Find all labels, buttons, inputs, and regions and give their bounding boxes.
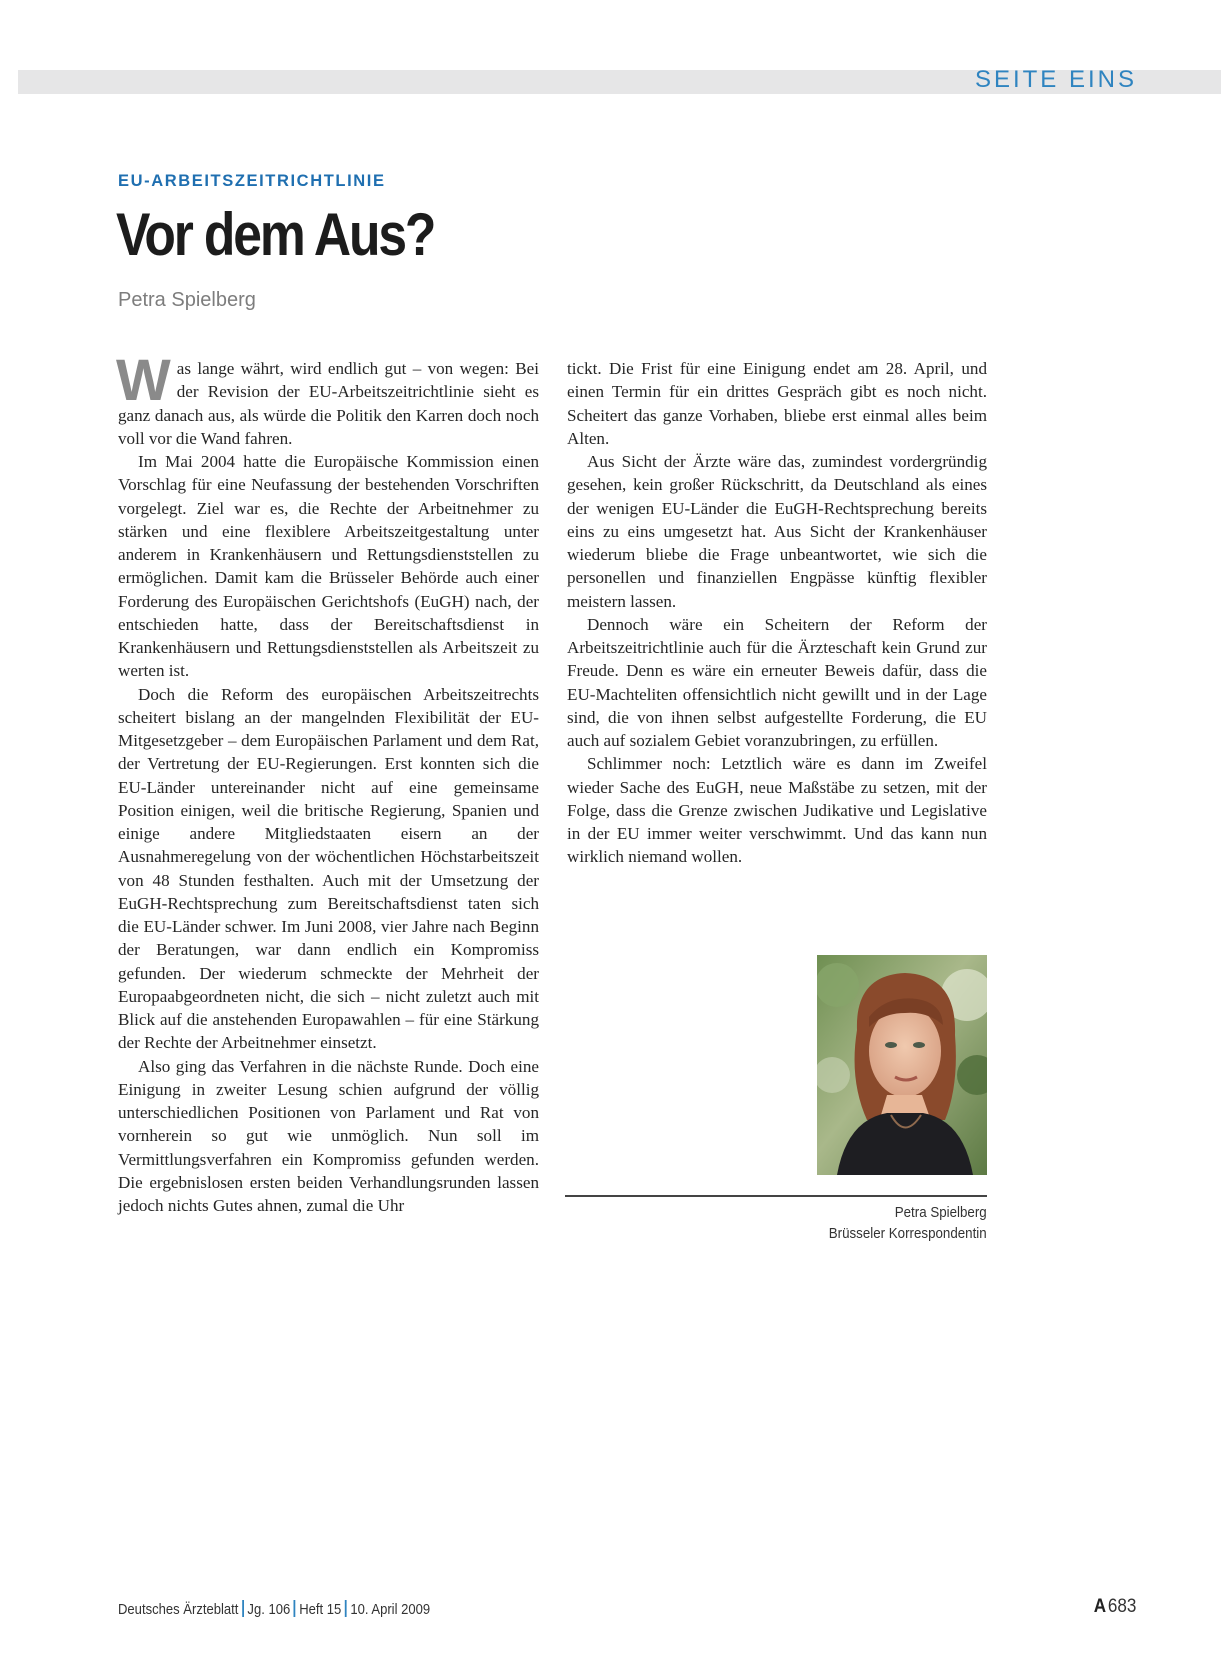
page-number-value: 683 — [1107, 1596, 1136, 1617]
article-paragraph: tickt. Die Frist für eine Einigung endet am 28. April, und einen Termin für ein drittes Gespräch gibt es noch nicht. Scheitert das ganze Vorhaben, bliebe erst einmal alles beim Alten. — [567, 359, 987, 448]
author-portrait — [817, 955, 987, 1175]
article-column-left — [116, 348, 539, 1217]
footer-issue: Heft 15 — [299, 1602, 342, 1618]
caption-divider — [565, 1195, 987, 1197]
section-label: SEITE EINS — [974, 66, 1137, 93]
article-paragraph: Im Mai 2004 hatte die Europäische Kommission einen Vorschlag für eine Neufassung der bestehenden Vorschriften vorgelegt. Ziel war es, die Rechte der Arbeitnehmer zu stärken und eine flexiblere Arbeitszeitgestaltung unter anderem in Krankenhäusern und Rettungsdienststellen zu ermöglichen. Damit kam die Brüsseler Behörde auch einer Forderung des Europäischen Gerichtshofs (EuGH) nach, der entschieden hatte, dass der Bereitschaftsdienst in Krankenhäusern und Rettungsdienststellen als Arbeitszeit zu werten ist. — [118, 452, 539, 681]
footer-volume: Jg. 106 — [247, 1602, 291, 1618]
page-number — [1093, 1596, 1136, 1618]
article-paragraph: Dennoch wäre ein Scheitern der Reform der Arbeitszeitrichtlinie auch für die Ärzteschaft kein Grund zur Freude. Denn es wäre ein erneuter Beweis dafür, dass die EU-Machteliten offensichtlich nicht gewillt und in der Lage sind, die von ihnen selbst aufgestellte Forderung, die EU auch auf sozialem Gebiet voranzubringen, zu erfüllen. — [567, 614, 987, 750]
footer-date: 10. April 2009 — [350, 1602, 431, 1618]
article-paragraph: Doch die Reform des europäischen Arbeitszeitrechts scheitert bislang an der mangelnden Flexibilität der EU-Mitgesetzgeber – dem Europäischen Parlament und dem Rat, der Vertretung der EU-Regierungen. Erst konnten sich die EU-Länder untereinander nicht auf eine gemeinsame Position einigen, weil die britische Regierung, Spanien und einige andere Mitgliedstaaten eisern an der Ausnahmeregelung von der wöchentlichen Höchstarbeitszeit von 48 Stunden festhalten. Auch mit der Umsetzung der EuGH-Rechtsprechung zum Bereitschaftsdienst taten sich die EU-Länder schwer. Im Juni 2008, vier Jahre nach Beginn der Beratungen, war dann endlich ein Kompromiss gefunden. Der wiederum schmeckte der Mehrheit der Europaabgeordneten nicht, die sich – nicht zuletzt auch mit Blick auf die anstehenden Europawahlen – für eine Stärkung der Rechte der Arbeitnehmer einsetzt. — [118, 684, 539, 1053]
article-column-right — [567, 357, 987, 869]
caption-role: Brüsseler Korrespondentin — [829, 1226, 987, 1242]
caption-name: Petra Spielberg — [895, 1205, 987, 1221]
page-prefix: A — [1093, 1596, 1106, 1617]
article-title: Vor dem Aus? — [116, 201, 435, 268]
article-kicker: EU-ARBEITSZEITRICHTLINIE — [118, 172, 386, 190]
footer-separator — [294, 1600, 296, 1617]
drop-cap: W — [116, 348, 171, 413]
page-footer — [118, 1600, 430, 1618]
article-paragraph: Was lange währt, wird endlich gut – von wegen: Bei der Revision der EU-Arbeitszeitrichtlinie sieht es ganz danach aus, als würde die Politik den Karren doch noch voll vor die Wand fahren. — [116, 348, 539, 448]
article-paragraph: Aus Sicht der Ärzte wäre das, zumindest vordergründig gesehen, kein großer Rückschritt, da Deutschland als eines der wenigen EU-Länder die EuGH-Rechtsprechung bereits eins zu eins umgesetzt hat. Aus Sicht der Krankenhäuser wiederum bliebe die Frage unbeantwortet, wie sich die personellen und finanziellen Engpässe künftig flexibler meistern lassen. — [567, 452, 987, 611]
footer-publication: Deutsches Ärzteblatt — [118, 1602, 239, 1618]
footer-separator — [242, 1600, 244, 1617]
article-author: Petra Spielberg — [118, 289, 256, 311]
article-paragraph: Also ging das Verfahren in die nächste Runde. Doch eine Einigung in zweiter Lesung schien aufgrund der völlig unterschiedlichen Positionen von Parlament und Rat von vornherein so gut wie unmöglich. Nun soll im Vermittlungsverfahren ein Kompromiss gefunden werden. Die ergebnislosen ersten beiden Verhandlungsrunden lassen jedoch nichts Gutes ahnen, zumal die Uhr — [118, 1056, 539, 1215]
footer-separator — [345, 1600, 347, 1617]
article-paragraph: Schlimmer noch: Letztlich wäre es dann im Zweifel wieder Sache des EuGH, neue Maßstäbe zu setzen, mit der Folge, dass die Grenze zwischen Judikative und Legislative in der EU immer weiter verschwimmt. Und das kann nun wirklich niemand wollen. — [567, 754, 987, 867]
photo-caption — [829, 1203, 987, 1245]
